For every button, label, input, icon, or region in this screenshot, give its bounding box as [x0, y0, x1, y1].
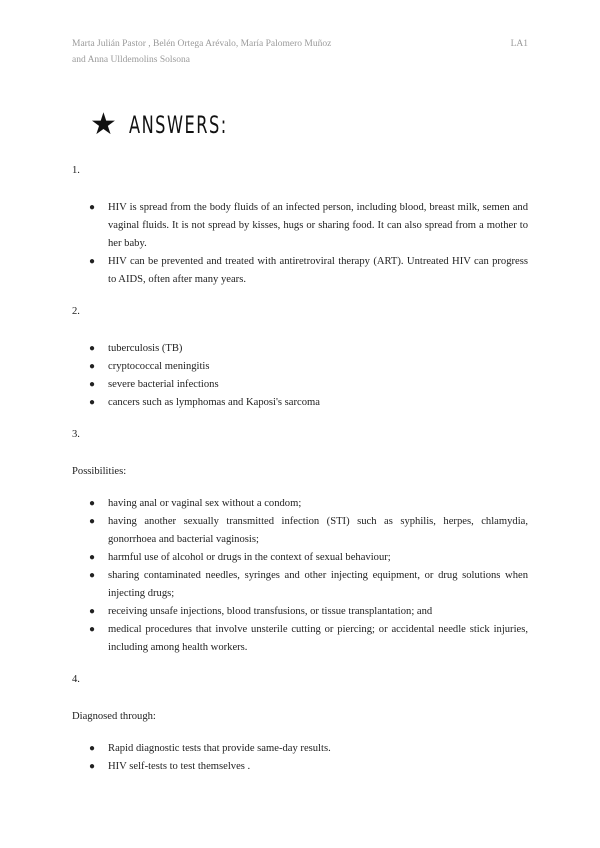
list-item [72, 340, 528, 358]
bullet-icon: ● [89, 202, 96, 213]
list-item-text: severe bacterial infections [108, 379, 219, 390]
answer-list-1 [72, 199, 528, 289]
bullet-icon: ● [89, 552, 96, 563]
answer-list-3 [72, 495, 528, 657]
list-item-text: HIV can be prevented and treated with antiretroviral therapy (ART). Untreated HIV can progress to AIDS, often after many years. [108, 256, 528, 285]
page-header [72, 36, 528, 68]
bullet-icon: ● [89, 361, 96, 372]
list-item-text: sharing contaminated needles, syringes and other injecting equipment, or drug solutions when injecting drugs; [108, 570, 528, 599]
list-item [72, 549, 528, 567]
bullet-icon: ● [89, 761, 96, 772]
page-label: LA1 [510, 39, 528, 49]
bullet-icon: ● [89, 379, 96, 390]
bullet-icon: ● [89, 570, 96, 581]
bullet-icon: ● [89, 343, 96, 354]
question-number-3: 3. [72, 429, 80, 440]
question-4-intro: Diagnosed through: [72, 711, 156, 722]
bullet-icon: ● [89, 516, 96, 527]
question-number-1: 1. [72, 165, 80, 176]
question-3-intro: Possibilities: [72, 466, 127, 477]
list-item [72, 740, 528, 758]
answer-list-2 [72, 340, 528, 412]
list-item [72, 567, 528, 603]
list-item-text: harmful use of alcohol or drugs in the context of sexual behaviour; [108, 552, 391, 563]
list-item-text: Rapid diagnostic tests that provide same-day results. [108, 743, 331, 754]
list-item [72, 253, 528, 289]
bullet-icon: ● [89, 624, 96, 635]
list-item-text: tuberculosis (TB) [108, 343, 183, 354]
bullet-icon: ● [89, 256, 96, 267]
bullet-icon: ● [89, 743, 96, 754]
list-item-text: having another sexually transmitted infection (STI) such as syphilis, herpes, chlamydia, gonorrhoea and bacterial vaginosis; [108, 516, 528, 545]
authors-line-1: Marta Julián Pastor , Belén Ortega Arévalo, María Palomero Muñoz [72, 39, 332, 49]
list-item [72, 376, 528, 394]
list-item [72, 513, 528, 549]
question-number-4: 4. [72, 674, 80, 685]
answers-content [72, 162, 528, 790]
list-item-text: cryptococcal meningitis [108, 361, 210, 372]
heading-text: ANSWERS: [128, 111, 228, 139]
bullet-icon: ● [89, 606, 96, 617]
answers-heading [90, 107, 261, 142]
list-item-text: having anal or vaginal sex without a condom; [108, 498, 302, 509]
list-item [72, 394, 528, 412]
list-item [72, 603, 528, 621]
list-item-text: HIV is spread from the body fluids of an infected person, including blood, breast milk, semen and vaginal fluids. It is not spread by kisses, hugs or sharing food. It can also spread from a mother to her baby. [108, 202, 528, 249]
question-number-2: 2. [72, 306, 80, 317]
list-item [72, 495, 528, 513]
list-item-text: cancers such as lymphomas and Kaposi's sarcoma [108, 397, 320, 408]
bullet-icon: ● [89, 397, 96, 408]
list-item-text: medical procedures that involve unsterile cutting or piercing; or accidental needle stick injuries, including among health workers. [108, 624, 528, 653]
list-item [72, 199, 528, 253]
authors-line-2: and Anna Ulldemolins Solsona [72, 55, 190, 65]
list-item [72, 621, 528, 657]
list-item [72, 358, 528, 376]
list-item [72, 758, 528, 776]
list-item-text: HIV self-tests to test themselves . [108, 761, 251, 772]
star-icon: ★ [90, 107, 117, 142]
bullet-icon: ● [89, 498, 96, 509]
list-item-text: receiving unsafe injections, blood transfusions, or tissue transplantation; and [108, 606, 433, 617]
answer-list-4 [72, 740, 528, 776]
